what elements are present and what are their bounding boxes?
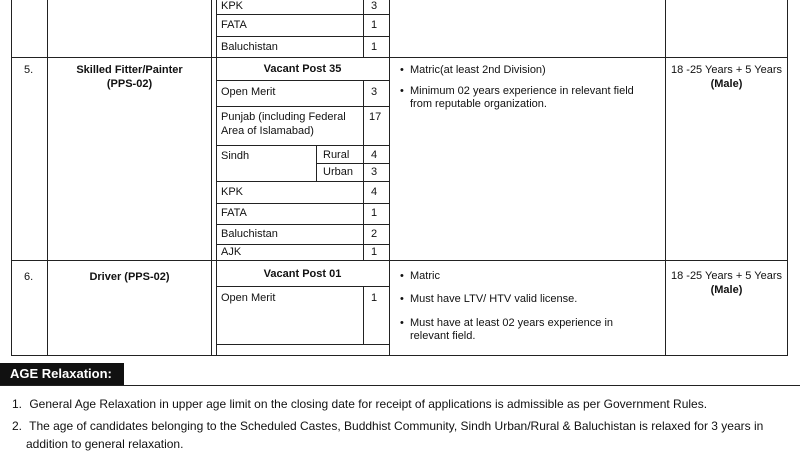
row-line bbox=[216, 145, 389, 146]
row-line bbox=[216, 224, 389, 225]
quota-value-fata-top: 1 bbox=[371, 19, 378, 31]
post-title: Skilled Fitter/Painter bbox=[76, 64, 183, 76]
row-line bbox=[216, 181, 389, 182]
quota-label-sindh-urban: Urban bbox=[323, 166, 353, 178]
item-number: 2. bbox=[12, 419, 23, 433]
col-divider-quota-value bbox=[363, 0, 364, 58]
row-line bbox=[216, 14, 389, 15]
quota-value-baluchistan-top: 1 bbox=[371, 41, 378, 53]
quota-value-kpk: 4 bbox=[371, 186, 378, 198]
age-relaxation-item bbox=[12, 396, 707, 412]
age-relaxation-heading: AGE Relaxation: bbox=[0, 363, 124, 385]
quota-label-fata-top: FATA bbox=[221, 19, 247, 31]
table-border-left bbox=[11, 0, 12, 356]
quota-value-ajk: 1 bbox=[371, 246, 378, 258]
row-line-section bbox=[11, 57, 788, 58]
quota-value-open-merit: 3 bbox=[371, 86, 378, 98]
quota-label-kpk-top: KPK bbox=[221, 0, 244, 12]
quota-label-sindh-rural: Rural bbox=[323, 149, 350, 161]
vacant-post-count: Vacant Post 01 bbox=[263, 268, 342, 280]
post-title: Driver (PPS-02) bbox=[89, 271, 170, 283]
quota-label-punjab-line2: Area of Islamabad) bbox=[221, 125, 314, 137]
quota-value-baluchistan: 2 bbox=[371, 228, 378, 240]
qualification-item: • Must have at least 02 years experience in relevant field. bbox=[410, 317, 650, 343]
row-line bbox=[216, 244, 389, 245]
qualification-item: • Matric(at least 2nd Division) bbox=[410, 64, 546, 77]
quota-label-baluchistan: Baluchistan bbox=[221, 228, 278, 240]
qualification-item: • Minimum 02 years experience in relevant field from reputable organization. bbox=[410, 85, 650, 111]
row-line bbox=[216, 106, 389, 107]
col-divider-age bbox=[665, 0, 666, 356]
qualification-item: • Must have LTV/ HTV valid license. bbox=[410, 293, 577, 306]
quota-label-punjab: Punjab (including Federal bbox=[221, 111, 346, 123]
quota-value-sindh-urban: 3 bbox=[371, 166, 378, 178]
row-line bbox=[316, 163, 389, 164]
quota-value-kpk-top: 3 bbox=[371, 0, 378, 12]
row-line bbox=[216, 286, 389, 287]
age-limit: 18 -25 Years + 5 Years bbox=[670, 64, 782, 76]
gender-requirement: (Male) bbox=[710, 284, 743, 296]
col-divider-quota-value bbox=[363, 286, 364, 344]
age-relaxation-item bbox=[12, 418, 763, 434]
serial-number: 6. bbox=[24, 271, 34, 283]
row-line bbox=[216, 344, 389, 345]
quota-label-baluchistan-top: Baluchistan bbox=[221, 41, 278, 53]
table-border-bottom bbox=[11, 355, 788, 356]
vacant-post-count: Vacant Post 35 bbox=[263, 63, 342, 75]
quota-value-punjab: 17 bbox=[369, 111, 382, 123]
row-line bbox=[216, 80, 389, 81]
quota-value-sindh-rural: 4 bbox=[371, 149, 378, 161]
section-divider bbox=[0, 385, 800, 386]
col-divider-post bbox=[211, 0, 212, 356]
quota-label-open-merit: Open Merit bbox=[221, 292, 276, 304]
quota-label-kpk: KPK bbox=[221, 186, 244, 198]
row-line-section bbox=[11, 260, 788, 261]
gender-requirement: (Male) bbox=[710, 78, 743, 90]
item-text-continued: addition to general relaxation. bbox=[26, 437, 184, 451]
quota-value-open-merit: 1 bbox=[371, 292, 378, 304]
item-text: General Age Relaxation in upper age limit on the closing date for receipt of applications is admissible as per Government Rules. bbox=[29, 397, 708, 411]
age-limit: 18 -25 Years + 5 Years bbox=[670, 270, 782, 282]
quota-label-open-merit: Open Merit bbox=[221, 86, 276, 98]
col-divider-quota-inner bbox=[216, 0, 217, 356]
quota-label-sindh: Sindh bbox=[221, 150, 250, 162]
post-grade: (PPS-02) bbox=[106, 78, 153, 90]
serial-number: 5. bbox=[24, 64, 34, 76]
item-number: 1. bbox=[12, 397, 23, 411]
table-border-right bbox=[787, 0, 788, 356]
col-divider-quota-value bbox=[363, 80, 364, 260]
quota-label-fata: FATA bbox=[221, 207, 247, 219]
row-line bbox=[216, 36, 389, 37]
age-relaxation-item-continued bbox=[26, 436, 183, 452]
quota-value-fata: 1 bbox=[371, 207, 378, 219]
quota-label-ajk: AJK bbox=[221, 246, 242, 258]
qualification-item: • Matric bbox=[410, 270, 440, 283]
item-text: The age of candidates belonging to the Scheduled Castes, Buddhist Community, Sindh Urban/Rural & Baluchistan is relaxed for 3 years in bbox=[29, 419, 764, 433]
row-line bbox=[216, 203, 389, 204]
col-divider-qualification bbox=[389, 0, 390, 356]
col-divider-sno bbox=[47, 0, 48, 356]
